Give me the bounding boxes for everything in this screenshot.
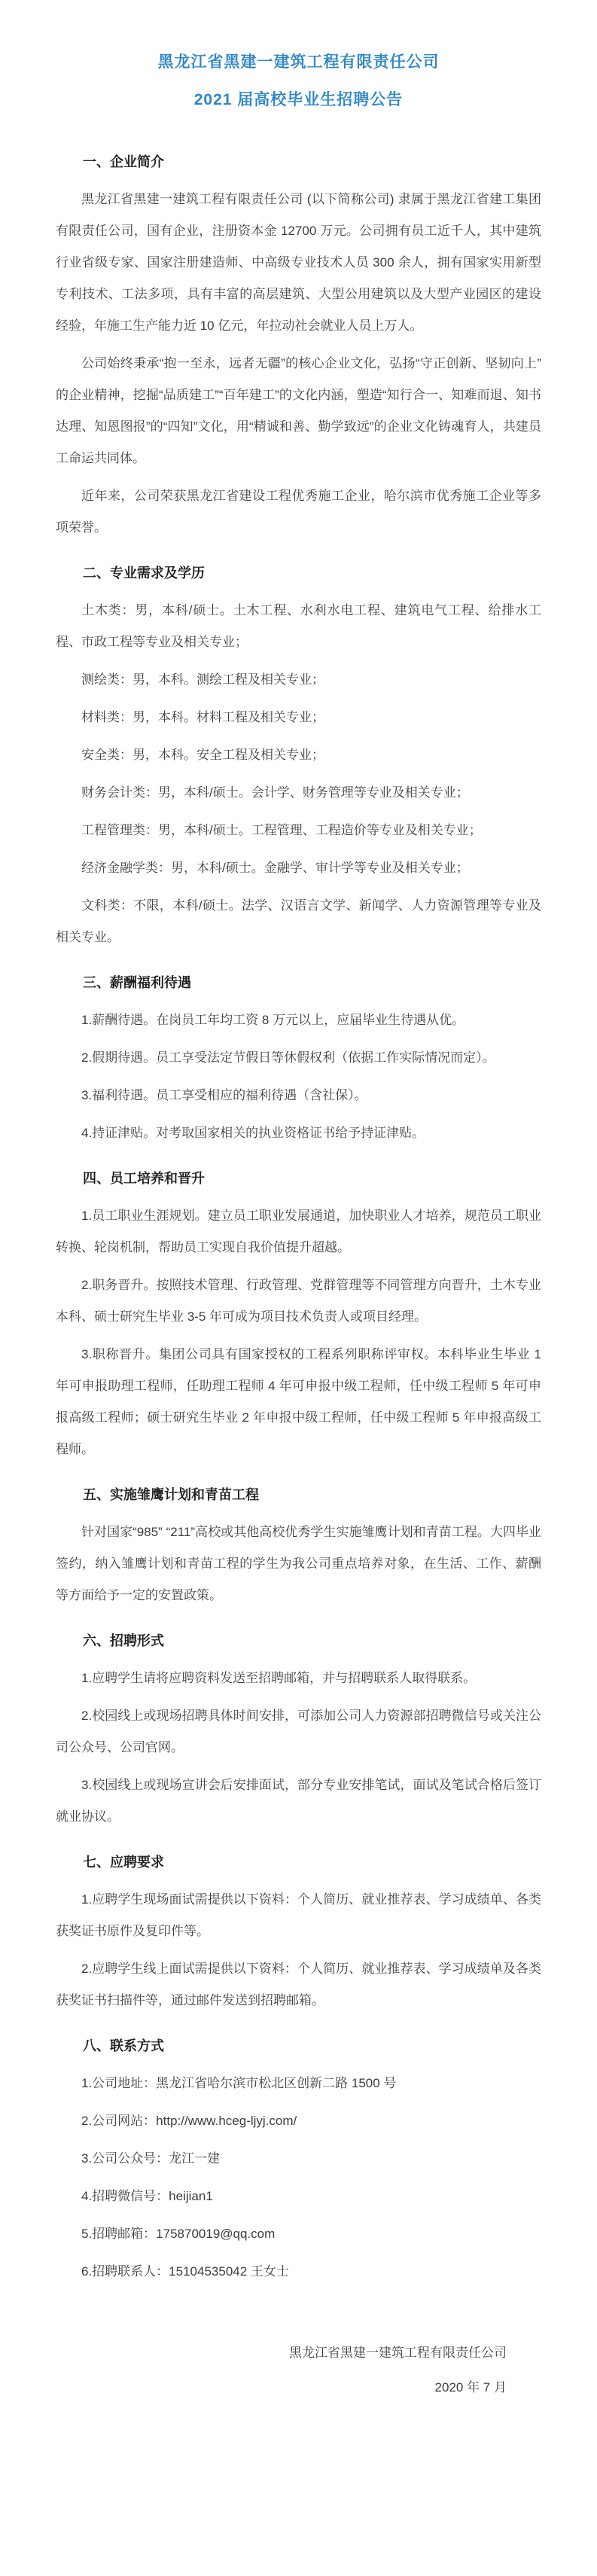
paragraph: 1.薪酬待遇。在岗员工年均工资 8 万元以上，应届毕业生待遇从优。 (81, 1013, 465, 1027)
paragraph: 安全类：男，本科。安全工程及相关专业； (81, 748, 324, 762)
section-heading: 一、企业简介 (83, 154, 164, 169)
contact-item-wechat-official: 3.公司公众号：龙江一建 (81, 2151, 221, 2166)
paragraph: 3.福利待遇。员工享受相应的福利待遇（含社保）。 (81, 1088, 367, 1102)
contact-item-website: 2.公司网站：http://www.hceg-ljyj.com/ (81, 2114, 297, 2128)
document-footer (56, 2336, 541, 2405)
section-heading: 四、员工培养和晋升 (83, 1171, 205, 1186)
document-title (56, 44, 541, 119)
section-heading: 七、应聘要求 (83, 1855, 164, 1870)
paragraph: 黑龙江省黑建一建筑工程有限责任公司 (以下简称公司) 隶属于黑龙江省建工集团有限责任公司，国有企业，注册资本金 12700 万元。公司拥有员工近千人，其中建筑行业省级专家、国家注册建造师、中高级专业技术人员 300 余人，拥有国家实用新型专利技术、工法多项，具有丰富的高层建筑、大型公用建筑以及大型产业园区的建设经验，年施工生产能力近 10 亿元，年拉动社会就业人员上万人。 (56, 192, 541, 333)
paragraph: 4.持证津贴。对考取国家相关的执业资格证书给予持证津贴。 (81, 1126, 425, 1140)
paragraph: 针对国家“985” “211”高校或其他高校优秀学生实施雏鹰计划和青苗工程。大四毕业签约，纳入雏鹰计划和青苗工程的学生为我公司重点培养对象，在生活、工作、薪酬等方面给予一定的安置政策。 (56, 1525, 541, 1602)
document-title-line-2: 2021 届高校毕业生招聘公告 (193, 91, 404, 108)
section-salary-benefits (56, 973, 541, 1149)
paragraph: 2.校园线上或现场招聘具体时间安排，可添加公司人力资源部招聘微信号或关注公司公众号、公司官网。 (56, 1709, 541, 1754)
paragraph: 土木类：男，本科/硕士。土木工程、水利水电工程、建筑电气工程、给排水工程、市政工程等专业及相关专业； (56, 603, 541, 649)
section-heading: 二、专业需求及学历 (83, 566, 205, 581)
paragraph: 3.职称晋升。集团公司具有国家授权的工程系列职称评审权。本科毕业生毕业 1 年可申报助理工程师，任助理工程师 4 年可申报中级工程师，任中级工程师 5 年可申报高级工程师；硕士研究生毕业 2 年申报中级工程师，任中级工程师 5 年申报高级工程师。 (56, 1347, 541, 1456)
paragraph: 2.职务晋升。按照技术管理、行政管理、党群管理等不同管理方向晋升，土木专业本科、硕士研究生毕业 3-5 年可成为项目技术负责人或项目经理。 (56, 1278, 541, 1324)
paragraph: 测绘类：男，本科。测绘工程及相关专业； (81, 672, 324, 687)
paragraph: 3.校园线上或现场宣讲会后安排面试，部分专业安排笔试，面试及笔试合格后签订就业协议。 (56, 1778, 541, 1824)
paragraph: 财务会计类：男，本科/硕士。会计学、财务管理等专业及相关专业； (81, 785, 469, 800)
section-heading: 三、薪酬福利待遇 (83, 975, 191, 990)
paragraph: 文科类：不限，本科/硕士。法学、汉语言文学、新闻学、人力资源管理等专业及相关专业。 (56, 898, 541, 944)
section-training-promotion (56, 1169, 541, 1465)
section-heading: 五、实施雏鹰计划和青苗工程 (83, 1487, 259, 1502)
document-title-line-1: 黑龙江省黑建一建筑工程有限责任公司 (157, 53, 440, 71)
footer-date: 2020 年 7 月 (434, 2380, 507, 2395)
paragraph: 经济金融学类：男，本科/硕士。金融学、审计学等专业及相关专业； (81, 861, 469, 875)
contact-item-address: 1.公司地址：黑龙江省哈尔滨市松北区创新二路 1500 号 (81, 2076, 397, 2090)
section-chuying-qingmiao-program (56, 1485, 541, 1611)
section-heading: 六、招聘形式 (83, 1633, 164, 1648)
section-recruitment-process (56, 1631, 541, 1833)
paragraph: 1.员工职业生涯规划。建立员工职业发展通道，加快职业人才培养，规范员工职业转换、轮岗机制，帮助员工实现自我价值提升超越。 (56, 1209, 541, 1254)
paragraph: 1.应聘学生请将应聘资料发送至招聘邮箱，并与招聘联系人取得联系。 (81, 1671, 477, 1685)
paragraph: 工程管理类：男，本科/硕士。工程管理、工程造价等专业及相关专业； (81, 823, 482, 837)
contact-item-phone: 6.招聘联系人：15104535042 王女士 (81, 2264, 289, 2279)
paragraph: 材料类：男，本科。材料工程及相关专业； (81, 710, 324, 724)
section-application-requirements (56, 1852, 541, 2017)
contact-item-email: 5.招聘邮箱：175870019@qq.com (81, 2227, 276, 2241)
section-heading: 八、联系方式 (83, 2038, 164, 2053)
section-company-profile (56, 152, 541, 544)
paragraph: 近年来，公司荣获黑龙江省建设工程优秀施工企业，哈尔滨市优秀施工企业等多项荣誉。 (56, 489, 541, 535)
paragraph: 2.假期待遇。员工享受法定节假日等休假权利（依据工作实际情况而定）。 (81, 1050, 495, 1065)
section-major-requirements (56, 563, 541, 953)
footer-company-name: 黑龙江省黑建一建筑工程有限责任公司 (289, 2346, 507, 2360)
contact-item-wechat-recruiter: 4.招聘微信号：heijian1 (81, 2189, 213, 2203)
paragraph: 2.应聘学生线上面试需提供以下资料：个人简历、就业推荐表、学习成绩单及各类获奖证书扫描件等，通过邮件发送到招聘邮箱。 (56, 1962, 541, 2007)
paragraph: 公司始终秉承“抱一至永，远者无疆”的核心企业文化，弘扬“守正创新、坚韧向上”的企业精神，挖掘“品质建工”“百年建工”的文化内涵，塑造“知行合一、知难而退、知书达理、知恩图报”的“四知”文化，用“精诚和善、勤学致远”的企业文化铸魂育人，共建员工命运共同体。 (56, 356, 541, 465)
section-contact-info (56, 2036, 541, 2288)
paragraph: 1.应聘学生现场面试需提供以下资料：个人简历、就业推荐表、学习成绩单、各类获奖证书原件及复印件等。 (56, 1892, 541, 1938)
